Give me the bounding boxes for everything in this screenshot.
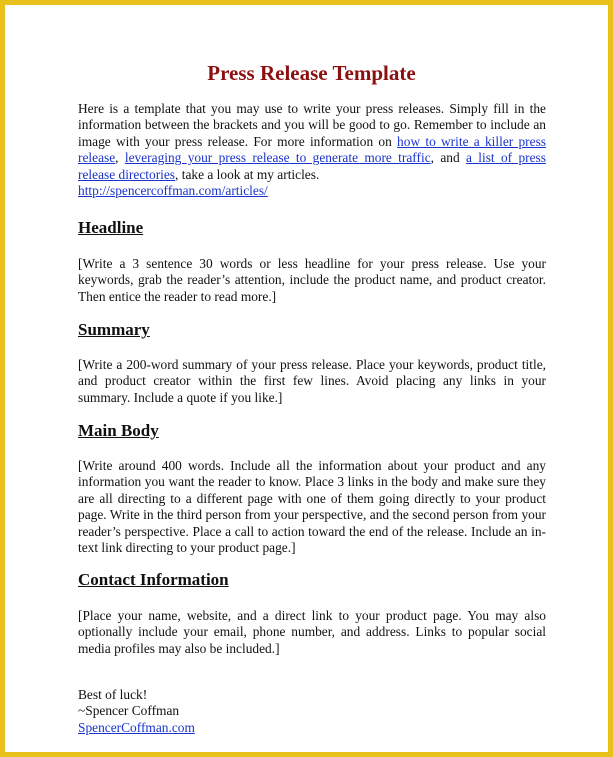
press-release-directories-link[interactable]: a list of press release directories xyxy=(78,150,546,182)
intro-text: Here is a template that you may use to write your press releases. Simply fill in the information between the brackets and you will be good to go. Remember to include an image with your press release. For more information on xyxy=(78,101,546,149)
intro-text: , xyxy=(115,150,125,166)
section-body-contact-information: [Place your name, website, and a direct link to your product page. You may also optionally include your email, phone number, and address. Links to popular social media profiles may also be included.] xyxy=(78,608,546,656)
intro-text: , take a look at my articles. xyxy=(175,166,320,182)
closing-signature: ~Spencer Coffman xyxy=(78,703,180,719)
section-body-main-body: [Write around 400 words. Include all the information about your product and any information you want the reader to know. Place 3 links in the body and make sure they are all directing to a different page with one of them going directly to your product page. Write in the third person from your perspective, and the second person from your reader’s perspective. Place a call to action toward the end of the release. Include an in-text link directing to your product page.] xyxy=(78,458,546,556)
page-title: Press Release Template xyxy=(207,61,416,85)
section-heading-contact-information: Contact Information xyxy=(78,570,229,589)
section-heading-headline: Headline xyxy=(78,218,144,237)
section-heading-main-body: Main Body xyxy=(78,421,159,440)
intro-paragraph xyxy=(78,101,546,199)
closing-block xyxy=(78,687,195,736)
section-heading-summary: Summary xyxy=(78,320,150,339)
section-body-headline: [Write a 3 sentence 30 words or less headline for your press release. Use your keywords, grab the reader’s attention, include the product name, and product creator. Then entice the reader to read more.] xyxy=(78,256,546,304)
intro-text: , and xyxy=(430,150,466,166)
articles-url-link[interactable]: http://spencercoffman.com/articles/ xyxy=(78,183,268,199)
website-link[interactable]: SpencerCoffman.com xyxy=(78,719,195,735)
leveraging-press-release-link[interactable]: leveraging your press release to generate more traffic xyxy=(124,150,431,166)
section-body-summary: [Write a 200-word summary of your press release. Place your keywords, product title, and product creator within the first few lines. Avoid placing any links in your summary. Include a quote if you like.] xyxy=(78,357,546,405)
closing-greeting: Best of luck! xyxy=(78,687,148,702)
how-to-write-press-release-link[interactable]: how to write a killer press release xyxy=(78,133,546,166)
